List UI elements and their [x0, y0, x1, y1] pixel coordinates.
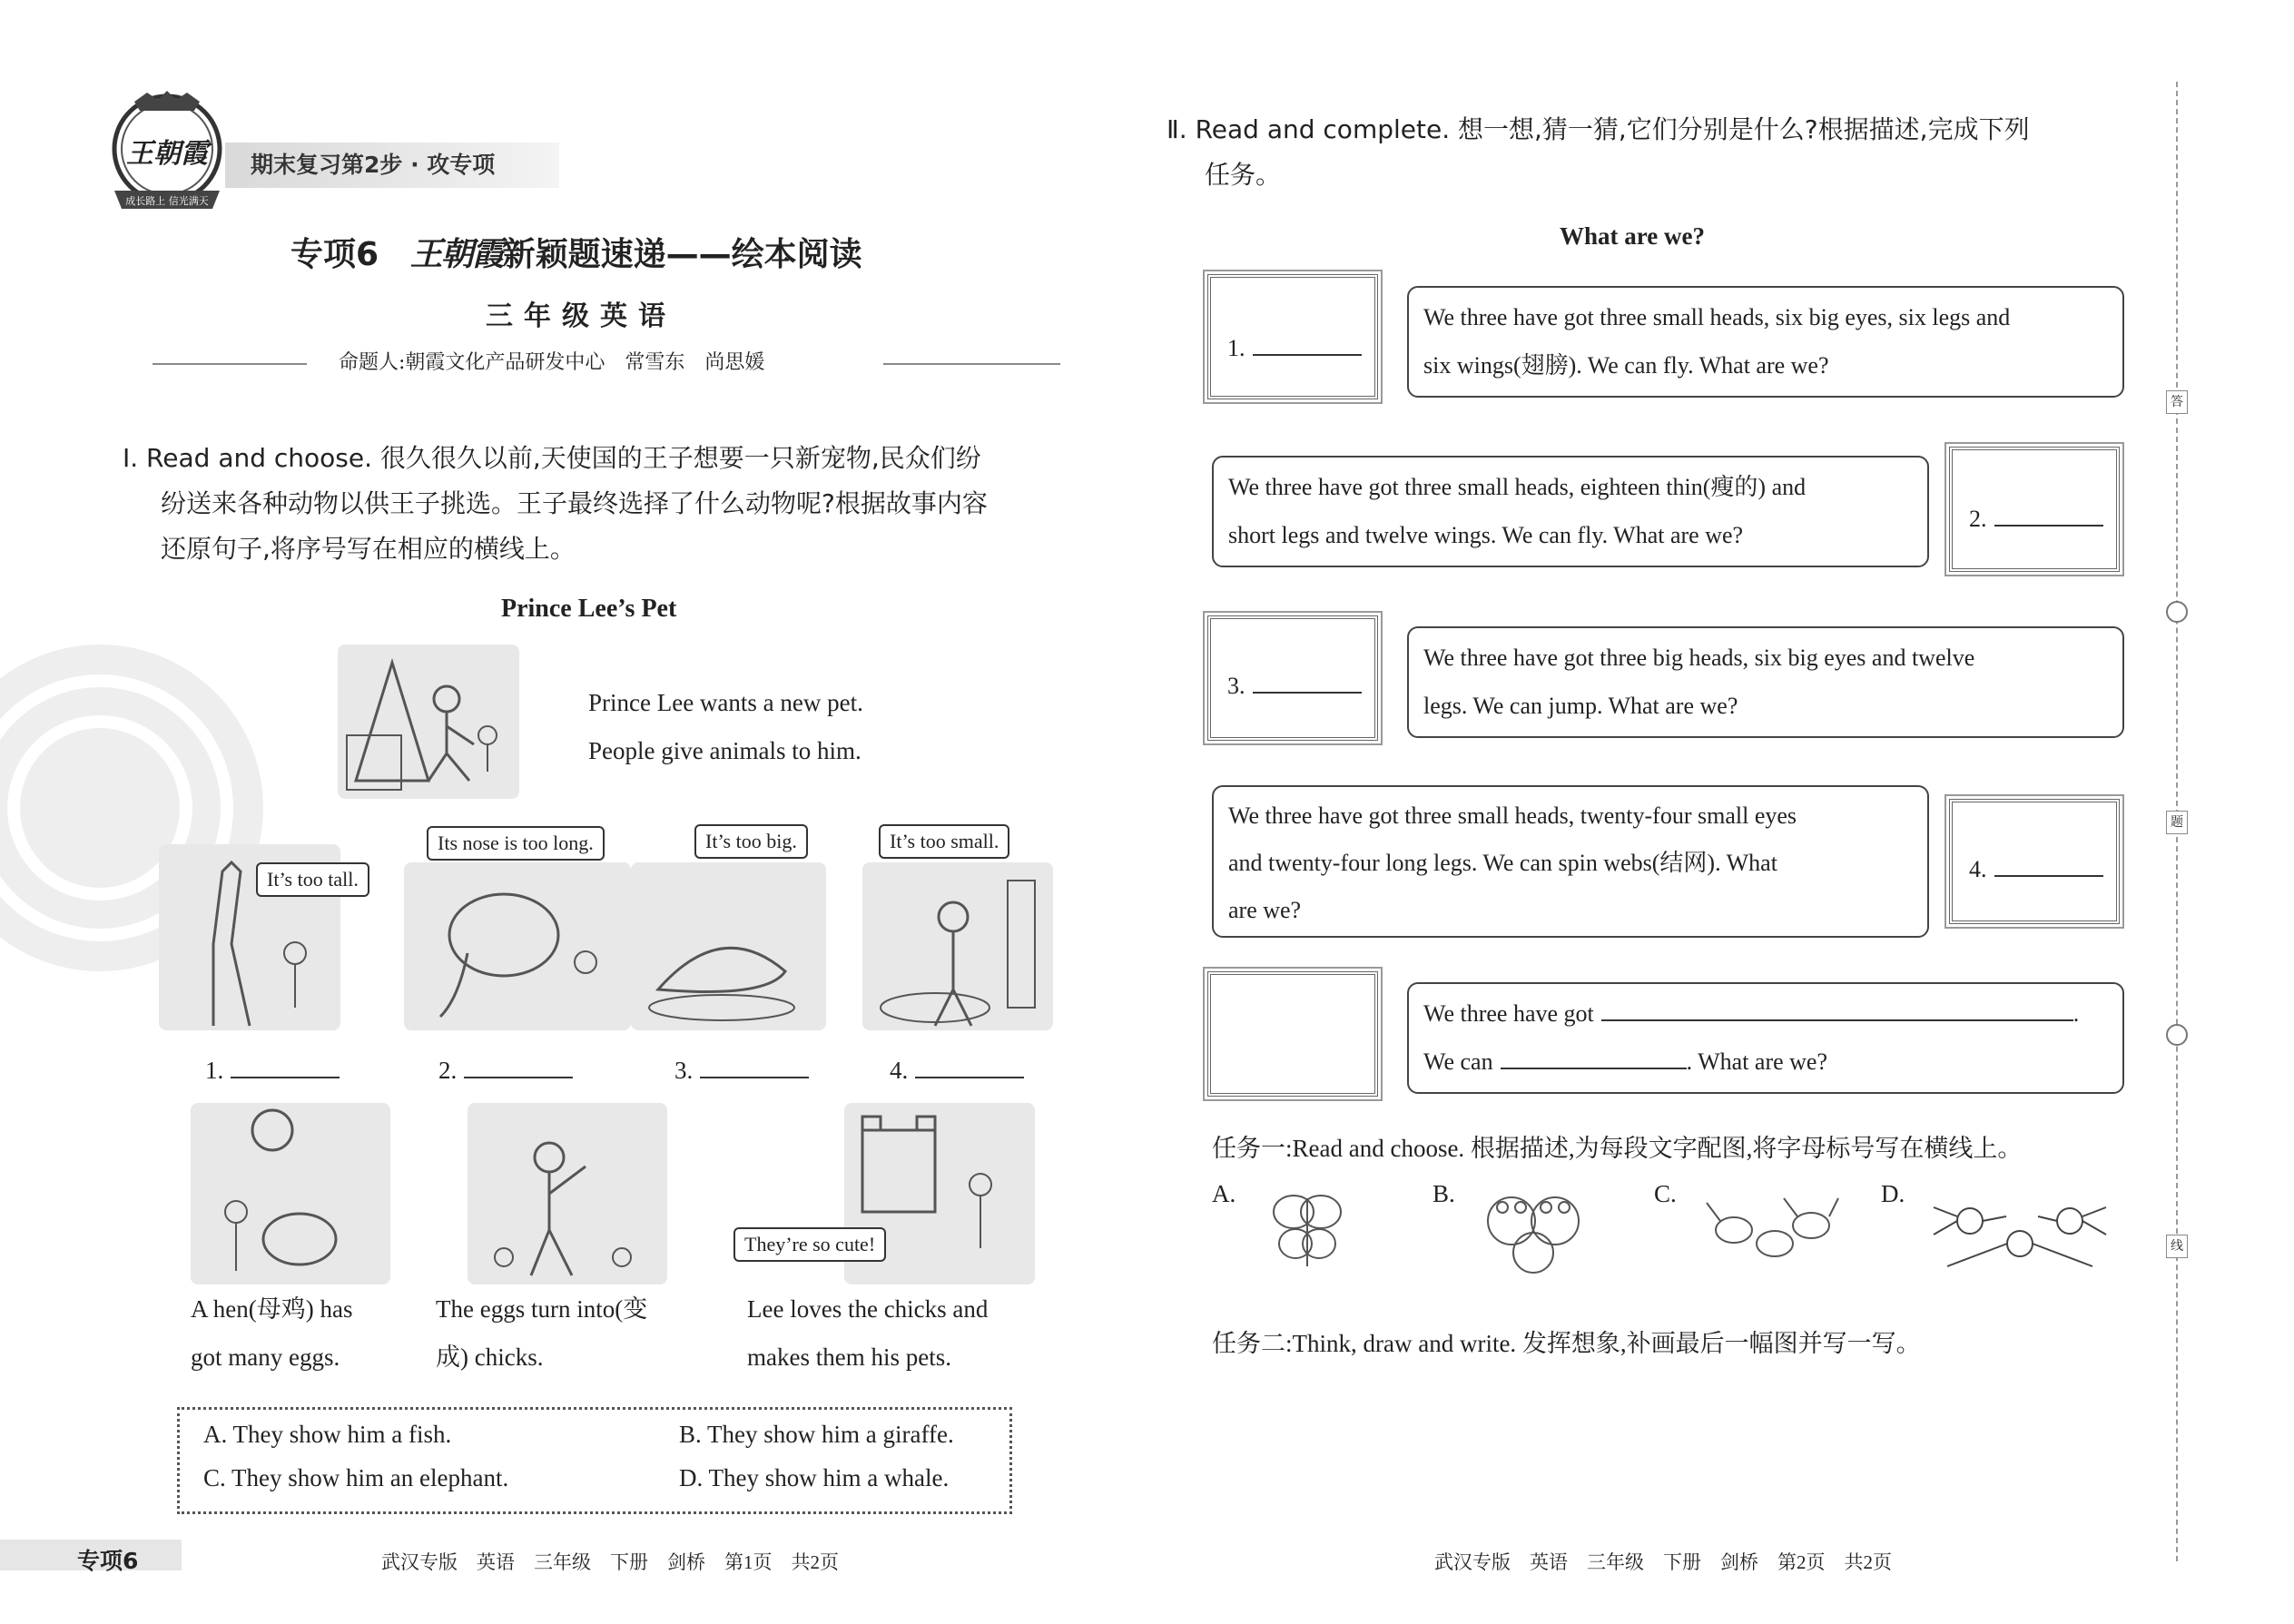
section2-heading — [1167, 107, 2138, 198]
caption-1: A hen(母鸡) has got many eggs. — [191, 1295, 353, 1371]
spiders-picture — [1929, 1194, 2115, 1275]
title-prefix: 专项6 — [290, 236, 379, 273]
choice-label-b: B. — [1433, 1180, 1455, 1207]
binding-hole-1 — [2166, 601, 2188, 623]
story-picture-intro — [338, 645, 519, 799]
option-b: B. They show him a giraffe. — [679, 1421, 954, 1448]
birds-picture — [1698, 1189, 1843, 1275]
scene-chicks-picture — [468, 1103, 667, 1284]
write-blank-can[interactable] — [1501, 1046, 1687, 1069]
caption-3: Lee loves the chicks and makes them his pets. — [747, 1295, 989, 1371]
scene-blank-4[interactable]: 4. — [890, 1055, 1024, 1085]
scene-blank-2[interactable]: 2. — [438, 1055, 573, 1085]
scene-elephant-picture — [404, 862, 631, 1030]
speech-bubble-2: Its nose is too long. — [427, 826, 605, 861]
options-box — [177, 1407, 1012, 1514]
option-a: A. They show him a fish. — [203, 1421, 452, 1448]
side-mark-2: 题 — [2166, 811, 2188, 834]
story-title: Prince Lee’s Pet — [501, 595, 677, 623]
riddle-box-5: We three have got . We can . What are we? — [1407, 982, 2124, 1094]
scene-blank-3[interactable]: 3. — [674, 1055, 809, 1085]
riddle-box-4: We three have got three small heads, twenty-four small eyes and twenty-four long legs. We can spin webs(结网). What are we? — [1212, 785, 1929, 938]
answer-frame-4[interactable]: 4. — [1949, 799, 2120, 924]
intro-line2: People give animals to him. — [588, 737, 861, 764]
write-blank-have-got[interactable] — [1601, 998, 2073, 1021]
task2-text: 任务二:Think, draw and write. 发挥想象,补画最后一幅图并写一写。 — [1212, 1330, 1921, 1357]
section1-heading-line3: 还原句子,将序号写在相应的横线上。 — [161, 534, 576, 564]
choice-label-a: A. — [1212, 1180, 1236, 1207]
speech-bubble-1: It’s too tall. — [256, 862, 369, 897]
side-mark-3: 线 — [2166, 1235, 2188, 1258]
footer-left-info: 武汉专版 英语 三年级 下册 剑桥 第1页 共2页 — [381, 1551, 839, 1573]
riddle-box-1: We three have got three small heads, six big eyes, six legs and six wings(翅膀). We can fly. What are we? — [1407, 286, 2124, 398]
logo-motto: 成长路上 信光满天 — [125, 195, 209, 207]
scene-fish-picture — [862, 862, 1053, 1030]
intro-line1: Prince Lee wants a new pet. — [588, 689, 863, 716]
logo-text: 王朝霞 — [126, 138, 208, 170]
speech-bubble-3: It’s too big. — [694, 824, 808, 859]
title-main: 新颖题速递——绘本阅读 — [502, 236, 862, 273]
side-mark-1: 答 — [2166, 390, 2188, 414]
header-banner: 期末复习第2步 · 攻专项 — [225, 143, 559, 188]
caption-2: The eggs turn into(变 成) chicks. — [436, 1295, 648, 1371]
answer-frame-1[interactable]: 1. — [1207, 274, 1378, 399]
section2-subtitle: What are we? — [1560, 222, 1705, 250]
section1-heading-line1: Ⅰ. Read and choose. 很久很久以前,天使国的王子想要一只新宠物,民众们纷 — [123, 443, 981, 473]
section1-heading — [123, 436, 1103, 572]
scene-hen-picture — [191, 1103, 390, 1284]
riddle-box-3: We three have got three big heads, six big eyes and twelve legs. We can jump. What are we? — [1407, 626, 2124, 738]
footer-right-info: 武汉专版 英语 三年级 下册 剑桥 第2页 共2页 — [1434, 1551, 1892, 1573]
choice-label-c: C. — [1654, 1180, 1677, 1207]
answer-frame-2[interactable]: 2. — [1949, 447, 2120, 572]
binding-hole-2 — [2166, 1024, 2188, 1046]
speech-bubble-4: It’s too small. — [879, 824, 1009, 859]
answer-frame-3[interactable]: 3. — [1207, 615, 1378, 741]
authors-text: 命题人:朝霞文化产品研发中心 常雪东 尚思媛 — [339, 351, 765, 374]
frogs-picture — [1475, 1185, 1593, 1275]
section1-heading-line2: 纷送来各种动物以供王子挑选。王子最终选择了什么动物呢?根据故事内容 — [161, 488, 988, 518]
footer-left-tag: 专项6 — [77, 1548, 139, 1574]
authors-line — [153, 347, 1060, 379]
drawing-frame[interactable] — [1207, 971, 1378, 1097]
butterflies-picture — [1257, 1180, 1357, 1280]
page-title — [290, 229, 926, 275]
option-c: C. They show him an elephant. — [203, 1464, 509, 1491]
option-d: D. They show him a whale. — [679, 1464, 950, 1491]
task1-text: 任务一:Read and choose. 根据描述,为每段文字配图,将字母标号写在横线上。 — [1212, 1135, 2023, 1162]
scene-blank-1[interactable]: 1. — [205, 1055, 340, 1085]
section2-heading-line1: Ⅱ. Read and complete. 想一想,猜一猜,它们分别是什么?根据描述,完成下列 — [1167, 114, 2030, 144]
speech-bubble-cute: They’re so cute! — [733, 1227, 886, 1262]
brand-logo — [107, 89, 227, 218]
riddle-box-2: We three have got three small heads, eighteen thin(瘦的) and short legs and twelve wings. We can fly. What are we? — [1212, 456, 1929, 567]
title-brand: 王朝霞 — [409, 235, 503, 273]
scene-whale-picture — [631, 862, 826, 1030]
intro-text — [588, 679, 863, 775]
choice-label-d: D. — [1881, 1180, 1905, 1207]
section2-heading-line2: 任务。 — [1205, 160, 1282, 190]
page-subtitle: 三年级英语 — [486, 300, 676, 332]
